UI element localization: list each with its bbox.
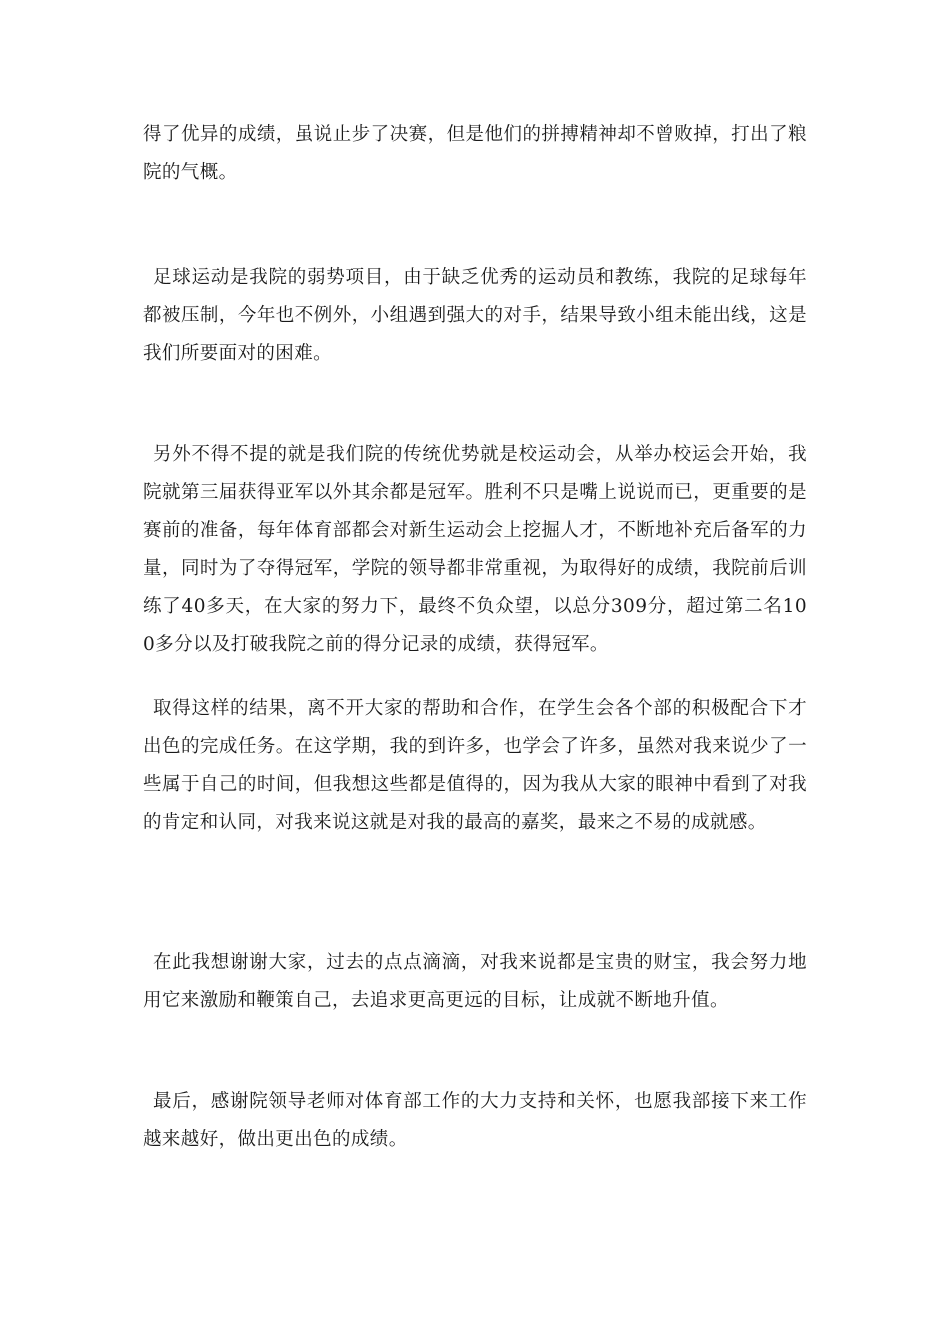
paragraph-thanks: 在此我想谢谢大家，过去的点点滴滴，对我来说都是宝贵的财宝，我会努力地用它来激励和鞭策自己，去追求更高更远的目标，让成就不断地升值。 — [143, 952, 807, 1011]
paragraph-cooperation: 取得这样的结果，离不开大家的帮助和合作，在学生会各个部的积极配合下才出色的完成任务。在这学期，我的到许多，也学会了许多，虽然对我来说少了一些属于自己的时间，但我想这些都是值得的，因为我从大家的眼神中看到了对我的肯定和认同，对我来说这就是对我的最高的嘉奖，最来之不易的成就感。 — [143, 698, 807, 833]
paragraph-continuation: 得了优异的成绩，虽说止步了决赛，但是他们的拼搏精神却不曾败掉，打出了粮院的气概。 — [143, 124, 807, 183]
paragraph-sports-meet: 另外不得不提的就是我们院的传统优势就是校运动会，从举办校运会开始，我院就第三届获得亚军以外其余都是冠军。胜利不只是嘴上说说而已，更重要的是赛前的准备，每年体育部都会对新生运动会上挖掘人才，不断地补充后备军的力量，同时为了夺得冠军，学院的领导都非常重视，为取得好的成绩，我院前后训练了40多天，在大家的努力下，最终不负众望，以总分309分，超过第二名100多分以及打破我院之前的得分记录的成绩，获得冠军。 — [143, 444, 807, 655]
paragraph-football: 足球运动是我院的弱势项目，由于缺乏优秀的运动员和教练，我院的足球每年都被压制，今年也不例外，小组遇到强大的对手，结果导致小组未能出线，这是我们所要面对的困难。 — [143, 267, 807, 364]
paragraph-closing: 最后，感谢院领导老师对体育部工作的大力支持和关怀，也愿我部接下来工作越来越好，做出更出色的成绩。 — [143, 1091, 807, 1150]
